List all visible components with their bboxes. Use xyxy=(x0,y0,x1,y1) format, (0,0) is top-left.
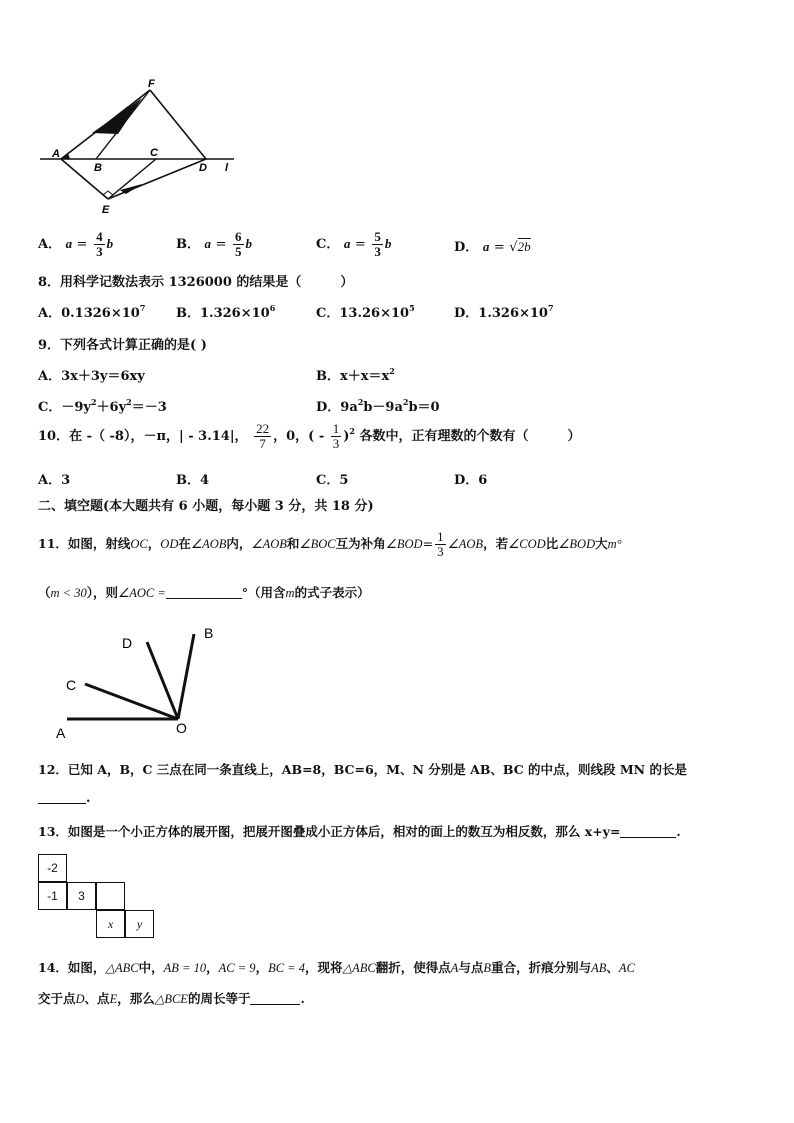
label-b: B xyxy=(94,162,102,174)
label-c: C xyxy=(66,677,77,693)
net-cell-x: x xyxy=(96,910,125,938)
label-o: O xyxy=(176,720,187,736)
net-cell-r1: -2 xyxy=(38,854,67,882)
sqrt-sign-icon: √ xyxy=(509,240,518,255)
q7-geometry-figure xyxy=(34,78,244,216)
q14-answer-blank[interactable] xyxy=(250,992,300,1005)
label-e: E xyxy=(102,204,110,216)
net-cell-r2c1: -1 xyxy=(38,882,67,910)
q10-option-a[interactable]: A．3 xyxy=(38,473,71,488)
q10-option-b[interactable]: B．4 xyxy=(176,473,210,488)
q13-cube-net xyxy=(38,854,158,940)
q12-answer-blank[interactable] xyxy=(38,791,86,804)
label-l: l xyxy=(225,162,229,174)
q8-stem: 8．用科学记数法表示 1326000 的结果是（ ） xyxy=(38,275,354,290)
label-d: D xyxy=(199,162,207,174)
label-d: D xyxy=(122,635,133,651)
q9-stem: 9．下列各式计算正确的是( ) xyxy=(38,338,207,353)
q7-option-c[interactable]: C． a = $\frac{5}{3}$ b xyxy=(316,229,392,259)
q10-stem: 10．在 -（ -8），－π，| - 3.14|， $\frac{22}{7}$ ，0，( - $\frac{1}{3}$ )$^2$ 各数中，正有理数的个数有（ ） xyxy=(38,421,581,451)
q10-option-c[interactable]: C．5 xyxy=(316,473,349,488)
q13-answer-blank[interactable] xyxy=(620,825,676,838)
q8-option-d[interactable]: D．$1.326\times 10^7$ xyxy=(454,303,554,321)
segment-ed xyxy=(108,159,206,199)
q11-answer-blank[interactable] xyxy=(166,586,242,599)
net-cell-y: y xyxy=(125,910,154,938)
label-f: F xyxy=(148,78,155,90)
label-c: C xyxy=(150,147,158,159)
net-cell-r2c3 xyxy=(96,882,125,910)
segment-ec xyxy=(108,159,156,199)
label-b: B xyxy=(204,625,214,641)
q7-option-a[interactable]: A． a = $\frac{4}{3}$ b xyxy=(38,229,114,259)
q9-option-c[interactable]: C．$-9y^2+6y^2=-3$ xyxy=(38,397,167,415)
section-heading-fill-in: 二、填空题(本大题共有 6 小题，每小题 3 分，共 18 分) xyxy=(38,499,374,514)
ray-oc xyxy=(85,684,178,719)
q8-option-c[interactable]: C．$13.26\times 10^5$ xyxy=(316,303,415,321)
q14-line1: 14．如图，△ABC中，AB = 10，AC = 9，BC = 4，现将△ABC翻折，使得点A与点B重合，折痕分别与AB、AC xyxy=(38,960,635,975)
label-a: A xyxy=(56,725,66,741)
set-square-upper xyxy=(92,98,142,134)
net-cell-r2c2: 3 xyxy=(67,882,96,910)
ray-od xyxy=(147,642,178,719)
q12-line1: 12．已知 A，B，C 三点在同一条直线上，AB=8，BC=6，M、N 分别是 AB、BC 的中点，则线段 MN 的长是 xyxy=(38,762,687,777)
q9-option-b[interactable]: B．$x+x=x^2$ xyxy=(316,366,395,384)
segment-fd xyxy=(150,90,206,159)
q14-line2: 交于点D、点E，那么△BCE的周长等于 . xyxy=(38,991,305,1006)
q7-option-d[interactable]: D． a = √2b xyxy=(454,239,531,255)
q7-option-b[interactable]: B． a = $\frac{6}{5}$ b xyxy=(176,229,252,259)
label-a: A xyxy=(52,148,60,160)
q13-stem: 13．如图是一个小正方体的展开图，把展开图叠成小正方体后，相对的面上的数互为相反数，那么 x+y= . xyxy=(38,824,681,839)
q8-option-a[interactable]: A．$0.1326\times 10^7$ xyxy=(38,303,146,321)
q11-line1: 11．如图，射线OC，OD在∠AOB内，∠AOB和∠BOC互为补角∠BOD= $\frac{1}{3}$ ∠AOB，若∠COD比∠BOD大m° xyxy=(38,529,622,559)
q9-option-d[interactable]: D．$9a^2b-9a^2b=0$ xyxy=(316,397,440,415)
ray-ob xyxy=(178,634,194,719)
q12-line2: . xyxy=(38,791,91,806)
q8-option-b[interactable]: B．$1.326\times 10^6$ xyxy=(176,303,276,321)
q9-option-a[interactable]: A．3x＋3y＝6xy xyxy=(38,369,145,384)
q10-option-d[interactable]: D．6 xyxy=(454,473,488,488)
q11-angle-figure xyxy=(48,622,228,744)
q11-line2: （m < 30），则∠AOC = °（用含m的式子表示） xyxy=(38,585,370,600)
